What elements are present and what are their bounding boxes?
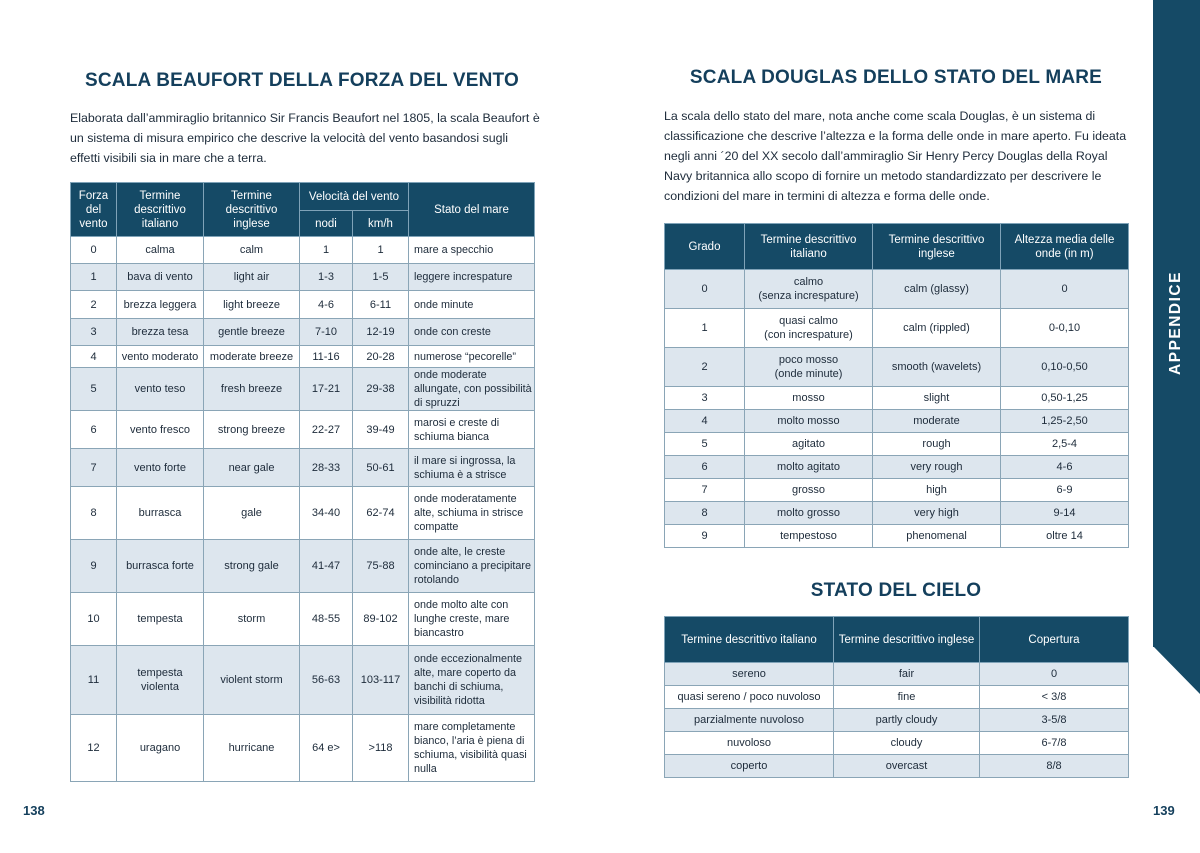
cell-nodi: 17-21 — [300, 368, 353, 411]
cell-termine-italiano: quasi sereno / poco nuvoloso — [665, 686, 834, 709]
cell-termine-italiano: calma — [117, 237, 204, 264]
cell-stato: onde alte, le creste cominciano a precipitare rotolando — [409, 540, 535, 593]
cell-termine-inglese: calm (rippled) — [873, 309, 1001, 348]
cell-termine-inglese: calm — [204, 237, 300, 264]
cell-termine-inglese: strong gale — [204, 540, 300, 593]
cell-kmh: 103-117 — [353, 646, 409, 715]
cell-forza: 4 — [71, 346, 117, 368]
cell-termine-italiano: mosso — [745, 387, 873, 410]
cell-termine-italiano: burrasca forte — [117, 540, 204, 593]
cell-nodi: 48-55 — [300, 593, 353, 646]
table-row — [71, 487, 535, 540]
table-row — [665, 410, 1129, 433]
cell-forza: 2 — [71, 291, 117, 319]
cell-termine-inglese: fine — [834, 686, 980, 709]
cell-termine-italiano: coperto — [665, 755, 834, 778]
cell-termine-inglese: very rough — [873, 456, 1001, 479]
cell-nodi: 1-3 — [300, 264, 353, 291]
table-row — [665, 348, 1129, 387]
cell-kmh: 89-102 — [353, 593, 409, 646]
cell-termine-italiano: vento fresco — [117, 411, 204, 449]
table-row — [665, 479, 1129, 502]
cell-termine-inglese: near gale — [204, 449, 300, 487]
cell-termine-inglese: moderate — [873, 410, 1001, 433]
cell-termine-inglese: overcast — [834, 755, 980, 778]
cell-stato: onde moderatamente alte, schiuma in strisce compatte — [409, 487, 535, 540]
cell-termine-inglese: calm (glassy) — [873, 270, 1001, 309]
table-row — [665, 525, 1129, 548]
beaufort-body — [71, 237, 535, 782]
header-stato: Stato del mare — [409, 183, 535, 237]
right-page — [600, 0, 1200, 853]
cell-termine-italiano: uragano — [117, 715, 204, 782]
cell-stato: onde molto alte con lunghe creste, mare biancastro — [409, 593, 535, 646]
cell-kmh: 50-61 — [353, 449, 409, 487]
cell-termine-italiano: bava di vento — [117, 264, 204, 291]
cell-altezza: 1,25-2,50 — [1001, 410, 1129, 433]
cell-termine-italiano: tempesta violenta — [117, 646, 204, 715]
header-kmh: km/h — [353, 211, 409, 237]
cell-nodi: 22-27 — [300, 411, 353, 449]
beaufort-table — [70, 182, 535, 782]
cell-stato: onde minute — [409, 291, 535, 319]
cell-nodi: 7-10 — [300, 319, 353, 346]
header-douglas-italiano: Termine descrittivo italiano — [745, 224, 873, 270]
cell-altezza: 9-14 — [1001, 502, 1129, 525]
cell-forza: 3 — [71, 319, 117, 346]
page-number-left: 138 — [23, 803, 45, 818]
douglas-table — [664, 223, 1129, 548]
header-forza: Forza del vento — [71, 183, 117, 237]
cielo-body — [665, 663, 1129, 778]
cell-altezza: 0,10-0,50 — [1001, 348, 1129, 387]
cell-forza: 9 — [71, 540, 117, 593]
cell-altezza: 0 — [1001, 270, 1129, 309]
cell-grado: 6 — [665, 456, 745, 479]
cell-termine-inglese: light breeze — [204, 291, 300, 319]
cell-altezza: 0,50-1,25 — [1001, 387, 1129, 410]
table-row — [71, 368, 535, 411]
cielo-table — [664, 616, 1129, 778]
cell-termine-italiano: tempestoso — [745, 525, 873, 548]
table-row — [665, 456, 1129, 479]
cell-copertura: 3-5/8 — [980, 709, 1129, 732]
header-cielo-inglese: Termine descrittivo inglese — [834, 617, 980, 663]
cell-termine-italiano: vento moderato — [117, 346, 204, 368]
cell-stato: mare completamente bianco, l’aria è piena di schiuma, visibilità quasi nulla — [409, 715, 535, 782]
cell-termine-italiano: vento forte — [117, 449, 204, 487]
cell-altezza: 0-0,10 — [1001, 309, 1129, 348]
cell-termine-italiano: tempesta — [117, 593, 204, 646]
cielo-title: STATO DEL CIELO — [810, 580, 982, 601]
table-row — [665, 433, 1129, 456]
cell-forza: 7 — [71, 449, 117, 487]
cell-termine-italiano: molto mosso — [745, 410, 873, 433]
cell-kmh: 1 — [353, 237, 409, 264]
cell-grado: 7 — [665, 479, 745, 502]
cell-nodi: 34-40 — [300, 487, 353, 540]
cell-termine-inglese: high — [873, 479, 1001, 502]
cell-copertura: 0 — [980, 663, 1129, 686]
cell-termine-inglese: phenomenal — [873, 525, 1001, 548]
cell-nodi: 28-33 — [300, 449, 353, 487]
page-number-right: 139 — [1153, 803, 1175, 818]
cell-termine-inglese: smooth (wavelets) — [873, 348, 1001, 387]
cell-termine-inglese: fair — [834, 663, 980, 686]
cell-kmh: 1-5 — [353, 264, 409, 291]
cell-altezza: 6-9 — [1001, 479, 1129, 502]
cell-nodi: 4-6 — [300, 291, 353, 319]
cell-kmh: 12-19 — [353, 319, 409, 346]
cell-termine-italiano: agitato — [745, 433, 873, 456]
cell-kmh: 75-88 — [353, 540, 409, 593]
cell-termine-italiano: calmo (senza increspature) — [745, 270, 873, 309]
cell-forza: 1 — [71, 264, 117, 291]
cell-stato: numerose “pecorelle” — [409, 346, 535, 368]
cell-termine-italiano: burrasca — [117, 487, 204, 540]
douglas-title: SCALA DOUGLAS DELLO STATO DEL MARE — [689, 67, 1103, 88]
cell-grado: 3 — [665, 387, 745, 410]
cell-termine-italiano: poco mosso (onde minute) — [745, 348, 873, 387]
table-row — [665, 502, 1129, 525]
cell-termine-inglese: hurricane — [204, 715, 300, 782]
appendice-label: APPENDICE — [1167, 271, 1184, 375]
cell-forza: 0 — [71, 237, 117, 264]
cell-termine-italiano: quasi calmo (con increspature) — [745, 309, 873, 348]
table-row — [71, 646, 535, 715]
cell-kmh: 6-11 — [353, 291, 409, 319]
cell-stato: onde con creste — [409, 319, 535, 346]
cell-altezza: oltre 14 — [1001, 525, 1129, 548]
header-cielo-italiano: Termine descrittivo italiano — [665, 617, 834, 663]
header-inglese: Termine descrittivo inglese — [204, 183, 300, 237]
header-nodi: nodi — [300, 211, 353, 237]
cell-kmh: >118 — [353, 715, 409, 782]
table-row — [71, 319, 535, 346]
cell-altezza: 2,5-4 — [1001, 433, 1129, 456]
header-grado: Grado — [665, 224, 745, 270]
cell-copertura: 6-7/8 — [980, 732, 1129, 755]
cell-kmh: 29-38 — [353, 368, 409, 411]
cell-termine-inglese: very high — [873, 502, 1001, 525]
beaufort-title: SCALA BEAUFORT DELLA FORZA DEL VENTO — [85, 70, 519, 91]
cell-termine-inglese: fresh breeze — [204, 368, 300, 411]
header-velocita: Velocità del vento — [300, 183, 409, 211]
cell-termine-inglese: cloudy — [834, 732, 980, 755]
cell-forza: 10 — [71, 593, 117, 646]
header-italiano: Termine descrittivo italiano — [117, 183, 204, 237]
cell-termine-italiano: nuvoloso — [665, 732, 834, 755]
cell-nodi: 41-47 — [300, 540, 353, 593]
table-row — [665, 663, 1129, 686]
douglas-body — [665, 270, 1129, 548]
cell-stato: mare a specchio — [409, 237, 535, 264]
table-row — [665, 387, 1129, 410]
cell-grado: 4 — [665, 410, 745, 433]
table-row — [665, 755, 1129, 778]
cell-stato: onde moderate allungate, con possibilità di spruzzi — [409, 368, 535, 411]
cell-termine-inglese: partly cloudy — [834, 709, 980, 732]
table-row — [71, 449, 535, 487]
table-row — [665, 270, 1129, 309]
cell-grado: 1 — [665, 309, 745, 348]
cell-termine-italiano: vento teso — [117, 368, 204, 411]
header-copertura: Copertura — [980, 617, 1129, 663]
table-row — [665, 732, 1129, 755]
cell-stato: marosi e creste di schiuma bianca — [409, 411, 535, 449]
cell-copertura: < 3/8 — [980, 686, 1129, 709]
cell-stato: il mare si ingrossa, la schiuma è a strisce — [409, 449, 535, 487]
cell-stato: leggere increspature — [409, 264, 535, 291]
table-row — [71, 291, 535, 319]
appendice-tab-corner — [1153, 646, 1200, 694]
cell-termine-italiano: molto agitato — [745, 456, 873, 479]
cell-kmh: 62-74 — [353, 487, 409, 540]
cell-termine-inglese: storm — [204, 593, 300, 646]
cell-forza: 5 — [71, 368, 117, 411]
cell-stato: onde eccezionalmente alte, mare coperto da banchi di schiuma, visibilità ridotta — [409, 646, 535, 715]
cell-forza: 8 — [71, 487, 117, 540]
cell-copertura: 8/8 — [980, 755, 1129, 778]
table-row — [71, 540, 535, 593]
table-row — [71, 346, 535, 368]
table-row — [71, 715, 535, 782]
cell-termine-inglese: rough — [873, 433, 1001, 456]
table-row — [71, 264, 535, 291]
cell-termine-italiano: brezza tesa — [117, 319, 204, 346]
header-douglas-inglese: Termine descrittivo inglese — [873, 224, 1001, 270]
cell-kmh: 20-28 — [353, 346, 409, 368]
table-row — [71, 593, 535, 646]
cell-termine-italiano: parzialmente nuvoloso — [665, 709, 834, 732]
cell-kmh: 39-49 — [353, 411, 409, 449]
table-row — [71, 411, 535, 449]
cell-forza: 11 — [71, 646, 117, 715]
cell-termine-inglese: strong breeze — [204, 411, 300, 449]
cell-nodi: 1 — [300, 237, 353, 264]
cell-termine-inglese: gentle breeze — [204, 319, 300, 346]
cell-forza: 6 — [71, 411, 117, 449]
table-row — [71, 237, 535, 264]
cell-nodi: 11-16 — [300, 346, 353, 368]
cell-termine-italiano: sereno — [665, 663, 834, 686]
cell-nodi: 56-63 — [300, 646, 353, 715]
cell-termine-inglese: gale — [204, 487, 300, 540]
cell-grado: 5 — [665, 433, 745, 456]
cell-termine-italiano: grosso — [745, 479, 873, 502]
cell-termine-italiano: molto grosso — [745, 502, 873, 525]
cell-termine-inglese: moderate breeze — [204, 346, 300, 368]
table-row — [665, 686, 1129, 709]
cell-nodi: 64 e> — [300, 715, 353, 782]
cell-termine-italiano: brezza leggera — [117, 291, 204, 319]
cell-termine-inglese: violent storm — [204, 646, 300, 715]
cell-termine-inglese: light air — [204, 264, 300, 291]
table-row — [665, 709, 1129, 732]
cell-grado: 9 — [665, 525, 745, 548]
cell-termine-inglese: slight — [873, 387, 1001, 410]
cell-forza: 12 — [71, 715, 117, 782]
douglas-intro: La scala dello stato del mare, nota anche come scala Douglas, è un sistema di classificazione che descrive l’altezza e la forma delle onde in mare aperto. Fu ideata negli anni ´20 del XX secolo dall’ammiraglio Sir Henry Percy Douglas della Royal Navy britannica allo scopo di fornire un metodo standardizzato per descrivere le condizioni del mare in termini di altezza e forma delle onde. — [664, 109, 1127, 203]
cell-grado: 8 — [665, 502, 745, 525]
cell-grado: 2 — [665, 348, 745, 387]
beaufort-intro: Elaborata dall’ammiraglio britannico Sir Francis Beaufort nel 1805, la scala Beaufort è un sistema di misura empirico che descrive la velocità del vento basandosi sugli effetti visibili sia in mare che a terra. — [70, 111, 540, 165]
cell-grado: 0 — [665, 270, 745, 309]
cell-altezza: 4-6 — [1001, 456, 1129, 479]
table-row — [665, 309, 1129, 348]
header-altezza: Altezza media delle onde (in m) — [1001, 224, 1129, 270]
